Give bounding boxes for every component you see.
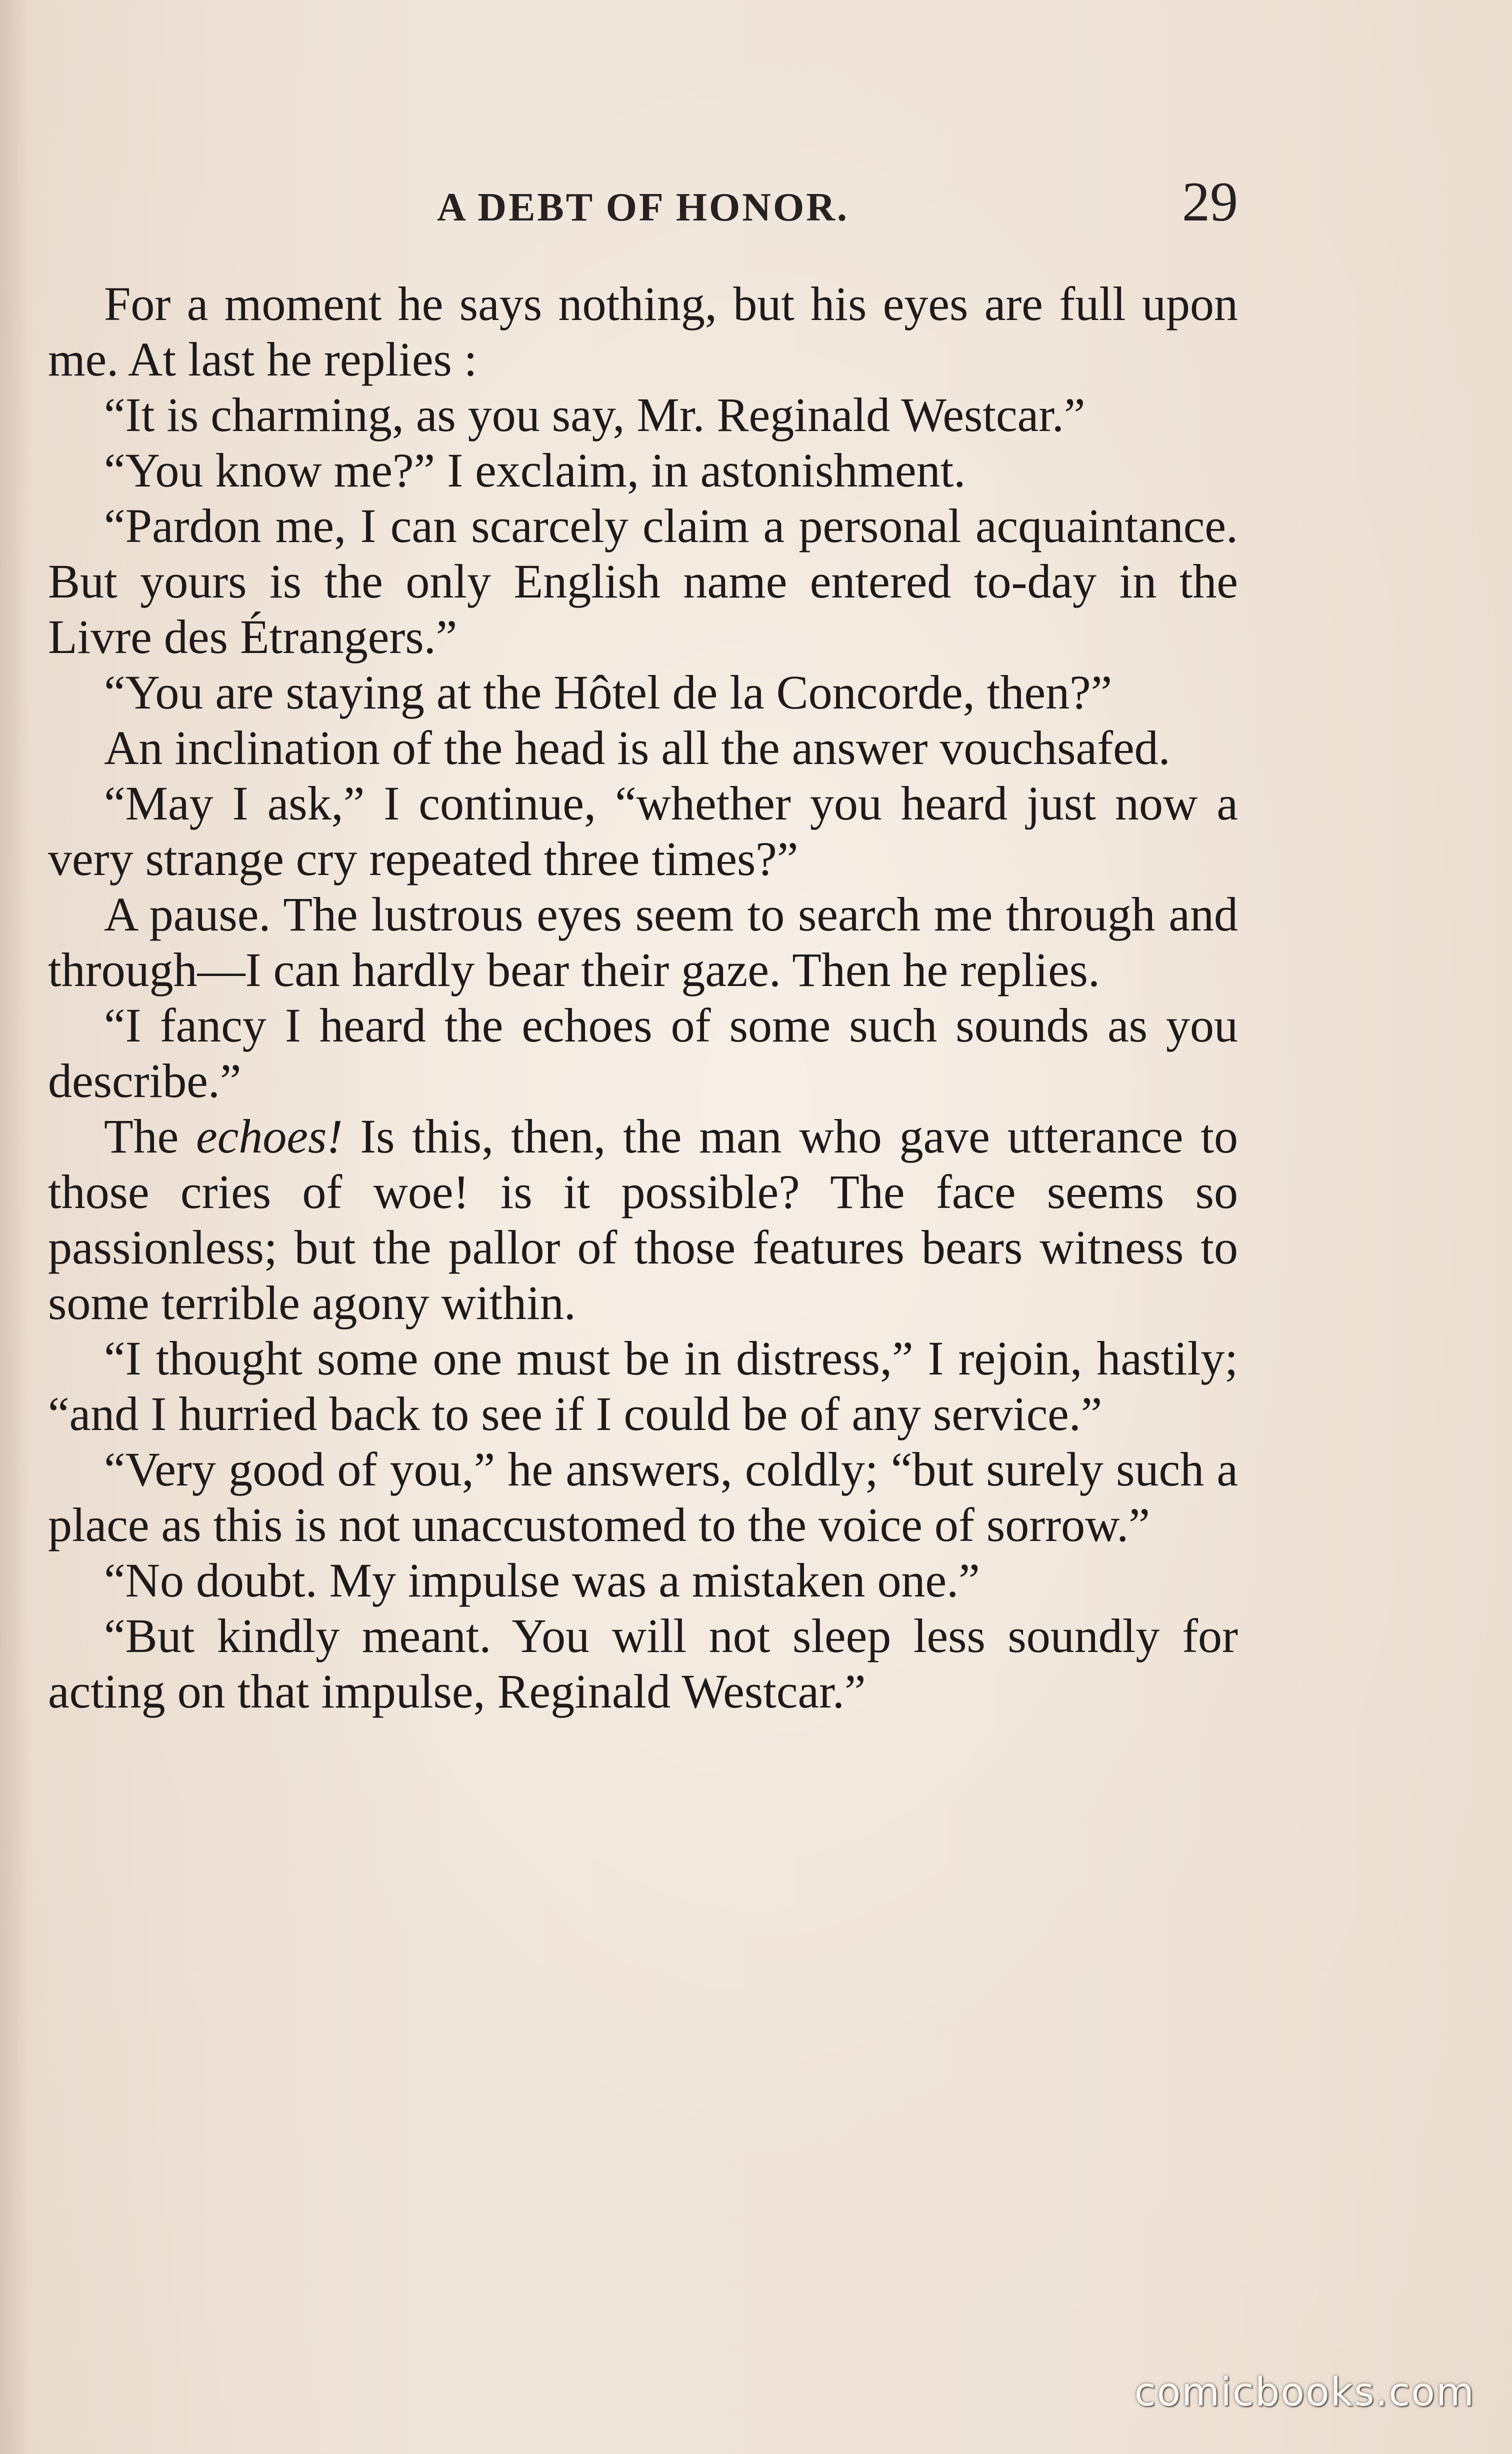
paragraph: “You are staying at the Hôtel de la Concorde, then?” — [104, 666, 1112, 719]
running-title: A DEBT OF HONOR. — [436, 186, 850, 230]
paragraph: “No doubt. My impulse was a mistaken one.” — [104, 1554, 980, 1607]
paragraph: “But kindly meant. You will not sleep less soundly for acting on that impulse, Reginald Westcar.” — [48, 1609, 1238, 1718]
paragraph: “You know me?” I exclaim, in astonishment. — [104, 444, 966, 497]
page-number: 29 — [1182, 171, 1238, 233]
watermark: comicbooks.com — [1134, 2370, 1475, 2415]
italic-emphasis: echoes! — [196, 1110, 343, 1163]
paragraph-text-start: The — [104, 1110, 196, 1163]
paragraph: For a moment he says nothing, but his eyes are full upon me. At last he replies : — [48, 277, 1238, 386]
running-head — [48, 165, 1238, 235]
paragraph: “I thought some one must be in distress,” I rejoin, hastily; “and I hurried back to see if I could be of any service.” — [48, 1332, 1238, 1440]
paragraph: An inclination of the head is all the answer vouchsafed. — [104, 721, 1170, 774]
paragraph: “It is charming, as you say, Mr. Reginald Westcar.” — [104, 388, 1086, 442]
body-text — [48, 276, 1238, 1719]
paragraph: A pause. The lustrous eyes seem to search me through and through—I can hardly bear their gaze. Then he replies. — [48, 888, 1238, 996]
paragraph-text-end: Is this, then, the man who gave utterance to those cries of woe! is it possible? The face seems so passionless; but the pallor of those features bears witness to some terrible agony within. — [48, 1110, 1238, 1330]
paragraph: “Very good of you,” he answers, coldly; “but surely such a place as this is not unaccustomed to the voice of sorrow.” — [48, 1442, 1238, 1552]
paragraph: “Pardon me, I can scarcely claim a personal acquaintance. But yours is the only English name entered to-day in the Livre des Étrangers.” — [48, 499, 1238, 664]
page-edge-shadow — [0, 0, 30, 2454]
paragraph — [48, 1108, 1238, 1330]
paragraph: “I fancy I heard the echoes of some such sounds as you describe.” — [48, 998, 1238, 1108]
paragraph: “May I ask,” I continue, “whether you heard just now a very strange cry repeated three times?” — [48, 776, 1238, 886]
